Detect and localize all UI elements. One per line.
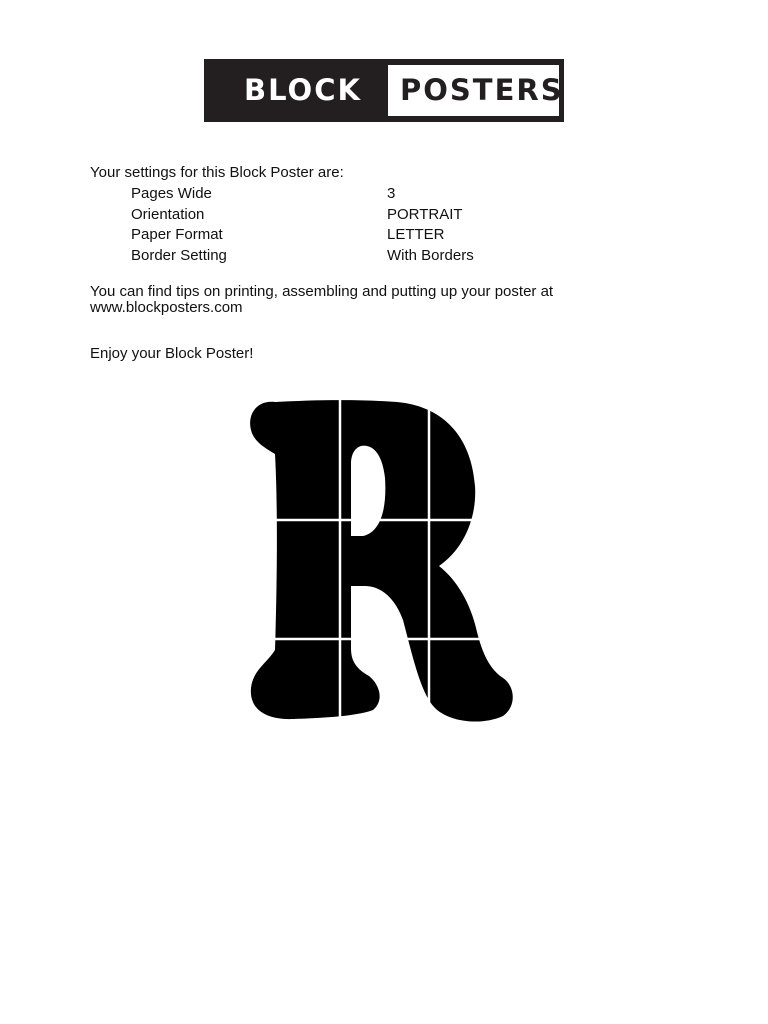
block-posters-logo: [204, 59, 564, 122]
settings-intro: Your settings for this Block Poster are:: [90, 164, 344, 181]
settings-list: [131, 184, 531, 267]
setting-row-orientation: [131, 205, 531, 226]
setting-row-pages-wide: [131, 184, 531, 205]
setting-value: LETTER: [387, 226, 445, 244]
setting-label: Paper Format: [131, 226, 223, 244]
setting-label: Orientation: [131, 205, 205, 223]
tips-url: www.blockposters.com: [90, 299, 243, 316]
letter-r-icon: [250, 400, 513, 721]
logo-posters-text: POSTERS: [400, 73, 564, 107]
logo-posters-box: [388, 65, 564, 116]
setting-row-paper-format: [131, 225, 531, 246]
setting-value: With Borders: [387, 247, 474, 265]
setting-row-border-setting: [131, 246, 531, 267]
poster-preview: [245, 398, 517, 728]
tips-paragraph: [90, 284, 610, 316]
enjoy-message: Enjoy your Block Poster!: [90, 345, 254, 362]
setting-value: PORTRAIT: [387, 205, 463, 223]
tips-text: You can find tips on printing, assembling and putting up your poster at: [90, 283, 554, 300]
setting-value: 3: [387, 185, 396, 202]
setting-label: Pages Wide: [131, 185, 212, 202]
setting-label: Border Setting: [131, 247, 227, 265]
logo-block-text: BLOCK: [244, 73, 362, 107]
